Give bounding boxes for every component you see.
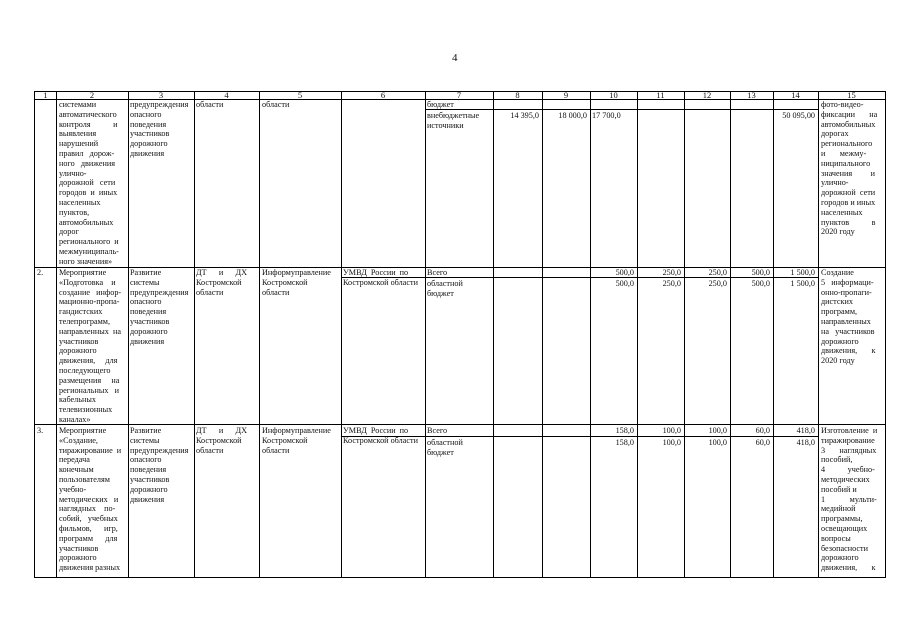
amount-cell: 1 500,0 bbox=[790, 279, 815, 288]
table-row bbox=[34, 268, 886, 425]
participant-cell: УМВД России по Костромской области bbox=[343, 426, 418, 445]
column-number: 6 bbox=[380, 90, 386, 100]
column-number: 13 bbox=[747, 90, 756, 100]
amount-cell: 100,0 bbox=[662, 438, 681, 447]
page-number: 4 bbox=[452, 52, 458, 64]
expected-result-cell: фото-видео- фиксации на автомобильных дорогах регионального и межму- ниципального значения и улично- дорожной сети городов и иных населенных пунктов в 2020 году bbox=[821, 100, 878, 237]
participant-cell: УМВД России по Костромской области bbox=[343, 268, 418, 287]
funding-source-cell: областной бюджет bbox=[427, 279, 463, 298]
amount-cell: 60,0 bbox=[755, 426, 770, 435]
executor-cell: области bbox=[196, 100, 224, 109]
table-row bbox=[34, 425, 886, 578]
coexecutor-cell: Информуправление Костромской области bbox=[262, 426, 331, 455]
amount-cell: 250,0 bbox=[662, 279, 681, 288]
amount-cell: 500,0 bbox=[615, 279, 634, 288]
amount-cell: 100,0 bbox=[662, 426, 681, 435]
column-number: 9 bbox=[563, 90, 569, 100]
column-number: 10 bbox=[609, 90, 618, 100]
amount-cell: 1 500,0 bbox=[790, 268, 815, 277]
goal-cell: Развитие системы предупреждения опасного поведения участников дорожного движения bbox=[130, 426, 189, 504]
goal-cell: предупреждения опасного поведения участников дорожного движения bbox=[130, 100, 189, 158]
column-number: 4 bbox=[224, 90, 229, 100]
funding-source-cell: Всего bbox=[427, 268, 448, 277]
column-number: 8 bbox=[515, 90, 520, 100]
column-number: 7 bbox=[456, 90, 462, 100]
amount-cell: 158,0 bbox=[615, 438, 634, 447]
amount-cell: 100,0 bbox=[708, 426, 727, 435]
row-number: 3. bbox=[37, 426, 44, 435]
amount-cell: 500,0 bbox=[751, 279, 770, 288]
activity-name-cell: системами автоматического контроля и выявления нарушений правил дорож- ного движения улично- дорожной сети городов и иных населенных пунктов, автомобильных дорог регионального и межмуниципаль- ного значения» bbox=[59, 100, 119, 266]
amount-cell: 50 095,00 bbox=[782, 111, 815, 120]
executor-cell: ДТ и ДХ Костромской области bbox=[196, 426, 248, 455]
amount-cell: 250,0 bbox=[708, 279, 727, 288]
column-number: 12 bbox=[702, 90, 712, 100]
coexecutor-cell: области bbox=[262, 100, 290, 109]
column-number: 1 bbox=[43, 90, 48, 100]
activity-name-cell: Мероприятие «Создание, тиражирование и передача конечным пользователям учебно- методических и наглядных по- собий, учебных фильмов, игр, программ для участников дорожного движения разных bbox=[59, 426, 122, 573]
amount-cell: 14 395,0 bbox=[510, 111, 539, 120]
column-number: 5 bbox=[297, 90, 303, 100]
column-number-row bbox=[34, 91, 886, 100]
activity-name-cell: Мероприятие «Подготовка и создание инфор- мационно-пропа- гандистских телепрограмм, направленных на участников дорожного движения, для последующего размещения на региональных и кабельных телевизионных каналах» bbox=[59, 268, 122, 424]
amount-cell: 60,0 bbox=[755, 438, 770, 447]
amount-cell: 418,0 bbox=[796, 426, 815, 435]
funding-source-cell: внебюджетные источники bbox=[427, 111, 480, 130]
table-row bbox=[34, 100, 886, 268]
amount-cell: 250,0 bbox=[708, 268, 727, 277]
amount-cell: 18 000,0 bbox=[558, 111, 587, 120]
executor-cell: ДТ и ДХ Костромской области bbox=[196, 268, 248, 297]
amount-cell: 500,0 bbox=[751, 268, 770, 277]
goal-cell: Развитие системы предупреждения опасного поведения участников дорожного движения bbox=[130, 268, 189, 346]
column-number: 2 bbox=[89, 90, 95, 100]
row-number: 2. bbox=[37, 268, 44, 277]
funding-source-cell: Всего bbox=[427, 426, 448, 435]
column-number: 15 bbox=[847, 90, 856, 100]
funding-source-cell: областной бюджет bbox=[427, 438, 463, 457]
amount-cell: 418,0 bbox=[796, 438, 815, 447]
amount-cell: 158,0 bbox=[615, 426, 634, 435]
column-number: 3 bbox=[158, 90, 164, 100]
amount-cell: 500,0 bbox=[615, 268, 634, 277]
column-number: 11 bbox=[656, 90, 665, 100]
amount-cell: 17 700,0 bbox=[592, 111, 621, 120]
expected-result-cell: Создание 5 информаци- онно-пропаги- дистских программ, направленных на участников дорожного движения, к 2020 году bbox=[821, 268, 876, 366]
coexecutor-cell: Информуправление Костромской области bbox=[262, 268, 331, 297]
amount-cell: 250,0 bbox=[662, 268, 681, 277]
column-number: 14 bbox=[791, 90, 800, 100]
expected-result-cell: Изготовление и тиражирование 3 наглядных пособий, 4 учебно- методических пособий и 1 мульти- медийной программы, освещающих вопросы безопасности дорожного движения, к bbox=[821, 426, 878, 573]
amount-cell: 100,0 bbox=[708, 438, 727, 447]
funding-source-cell: бюджет bbox=[427, 100, 454, 109]
